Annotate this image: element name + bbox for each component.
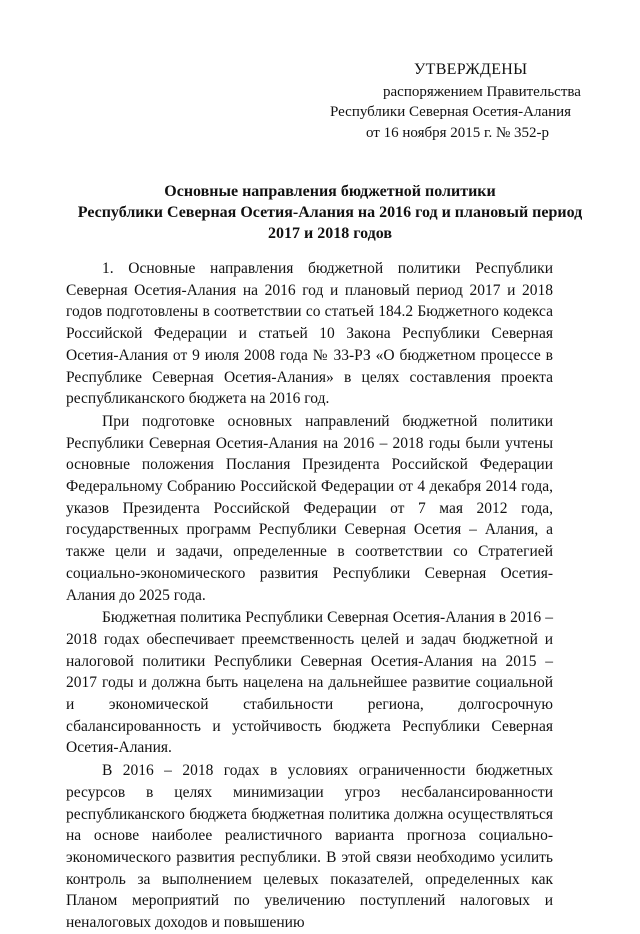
document-body xyxy=(66,258,553,934)
paragraph: Бюджетная политика Республики Северная Осетия-Алания в 2016 – 2018 годах обеспечивает преемственность целей и задач бюджетной и налоговой политики Республики Северная Осетия-Алания на 2015 – 2017 годы и должна быть нацелена на дальнейшее развитие социальной и экономической стабильности региона, долгосрочную сбалансированность и устойчивость бюджета Республики Северная Осетия-Алания. xyxy=(66,609,553,757)
approval-title: УТВЕРЖДЕНЫ xyxy=(414,61,528,78)
document-title-line: 2017 и 2018 годов xyxy=(268,225,392,242)
approval-line-decree: распоряжением Правительства xyxy=(383,84,581,100)
paragraph: 1. Основные направления бюджетной политики Республики Северная Осетия-Алания на 2016 год и плановый период 2017 и 2018 годов подготовлены в соответствии со статьей 184.2 Бюджетного кодекса Российской Федерации и статьей 10 Закона Республики Северная Осетия-Алания от 9 июля 2008 года № 33-РЗ «О бюджетном процессе в Республике Северная Осетия-Алания» в целях составления проекта республиканского бюджета на 2016 год. xyxy=(66,260,553,408)
paragraph: В 2016 – 2018 годах в условиях ограниченности бюджетных ресурсов в целях минимизации угроз несбалансированности республиканского бюджета бюджетная политика должна осуществляться на основе наиболее реалистичного варианта прогноза социально-экономического развития республики. В этой связи необходимо усилить контроль за выполнением целевых показателей, определенных как Планом мероприятий по увеличению поступлений налоговых и неналоговых доходов и повышению xyxy=(66,762,553,932)
approval-line-date: от 16 ноября 2015 г. № 352-р xyxy=(366,125,550,141)
document-title-line: Республики Северная Осетия-Алания на 2016 год и плановый период xyxy=(77,204,583,221)
document-title-line: Основные направления бюджетной политики xyxy=(164,183,496,200)
document-title xyxy=(40,181,620,244)
approval-line-republic: Республики Северная Осетия-Алания xyxy=(330,104,572,120)
paragraph: При подготовке основных направлений бюджетной политики Республики Северная Осетия-Алания на 2016 – 2018 годы были учтены основные положения Послания Президента Российской Федерации Федеральному Собранию Российской Федерации от 4 декабря 2014 года, указов Президента Российской Федерации от 7 мая 2012 года, государственных программ Республики Северная Осетия – Алания, а также цели и задачи, определенные в соответствии со Стратегией социально-экономического развития Республики Северная Осетия-Алания до 2025 года. xyxy=(66,412,553,604)
